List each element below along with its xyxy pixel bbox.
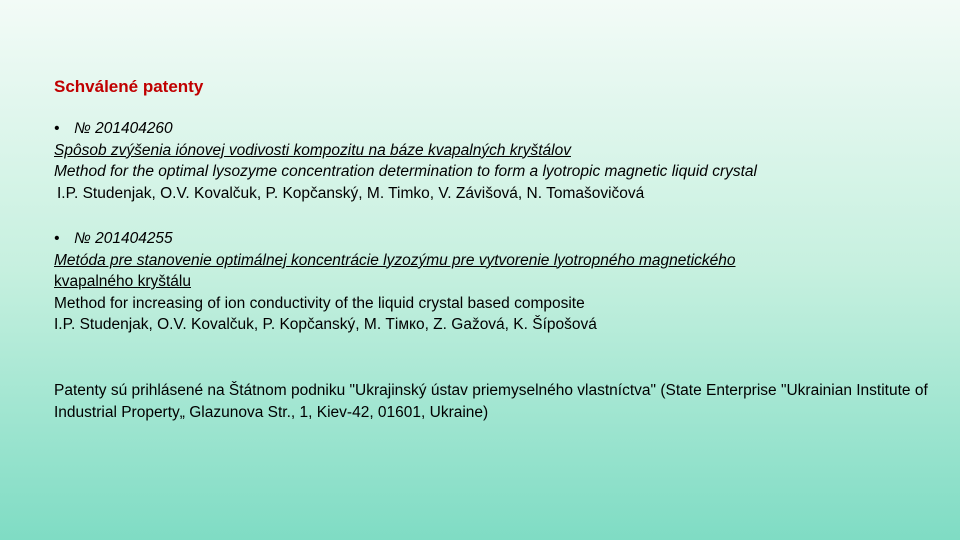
patent-number-row (54, 118, 934, 140)
slide-title: Schválené patenty (54, 77, 204, 96)
patent-title-sk-line2: kvapalného kryštálu (54, 273, 191, 290)
registration-note (54, 380, 934, 423)
patent-title-en: Method for the optimal lysozyme concentration determination to form a lyotropic magnetic liquid crystal (54, 163, 757, 180)
patent-authors: I.P. Studenjak, O.V. Kovalčuk, P. Kopčanský, M. Тімко, Z. Gažová, K. Šípošová (54, 316, 597, 333)
patent-title-sk: Spôsob zvýšenia iónovej vodivosti kompozitu na báze kvapalných kryštálov (54, 141, 571, 159)
patent-number: № 201404260 (74, 120, 173, 137)
slide (54, 0, 934, 540)
patent-entry (54, 118, 934, 204)
note-line-1: Patenty sú prihlásené na Štátnom podniku "Ukrajinský ústav priemyselného vlastníctva" (State (54, 382, 702, 399)
bullet-icon: • (54, 120, 60, 137)
patent-number-row (54, 228, 934, 250)
patent-number: № 201404255 (74, 230, 173, 247)
patent-title-sk-line1: Metóda pre stanovenie optimálnej koncentrácie lyzozýmu pre vytvorenie lyotropného magnetického (54, 251, 736, 269)
bullet-icon: • (54, 230, 60, 247)
note-line-2: Enterprise "Ukrainian Institute of Industrial Property„ Glazunova Str., 1, Kiev-42, 01601, Ukraine) (54, 382, 928, 421)
patent-authors: I.P. Studenjak, O.V. Kovalčuk, P. Kopčanský, M. Timko, V. Závišová, N. Tomašovičová (57, 184, 645, 202)
patent-title-en: Method for increasing of ion conductivity of the liquid crystal based composite (54, 294, 585, 312)
patent-entry (54, 228, 934, 336)
